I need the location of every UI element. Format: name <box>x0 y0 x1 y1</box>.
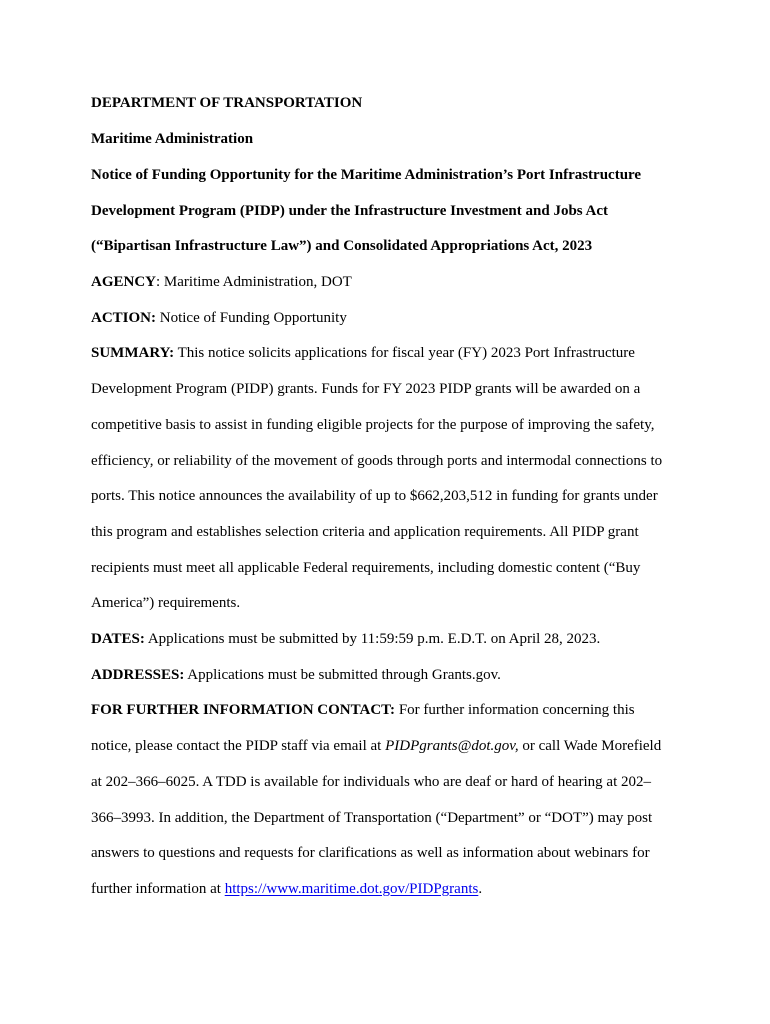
contact-line: answers to questions and requests for clarifications as well as information about webinars for <box>91 845 650 861</box>
addresses-label: ADDRESSES: <box>91 667 185 683</box>
summary-line: ports. This notice announces the availability of up to $662,203,512 in funding for grants under <box>91 488 658 504</box>
contact-text: or call Wade Morefield <box>518 738 662 754</box>
addresses-text: Applications must be submitted through Grants.gov. <box>184 667 501 683</box>
contact-line: 366–3993. In addition, the Department of Transportation (“Department” or “DOT”) may post <box>91 810 653 826</box>
action-label: ACTION: <box>91 310 157 326</box>
pidp-grants-link[interactable]: https://www.maritime.dot.gov/PIDPgrants <box>224 881 479 897</box>
dates-text: Applications must be submitted by 11:59:59 p.m. E.D.T. on April 28, 2023. <box>144 631 601 647</box>
contact-text: . <box>478 881 483 897</box>
summary-section <box>91 344 635 362</box>
notice-title-line: (“Bipartisan Infrastructure Law”) and Consolidated Appropriations Act, 2023 <box>91 238 593 254</box>
contact-label: FOR FURTHER INFORMATION CONTACT: <box>91 702 396 718</box>
summary-line: recipients must meet all applicable Federal requirements, including domestic content (“Buy <box>91 560 641 576</box>
action-section <box>91 309 347 327</box>
contact-email: PIDPgrants@dot.gov, <box>385 738 519 754</box>
summary-text: This notice solicits applications for fiscal year (FY) 2023 Port Infrastructure <box>174 345 635 361</box>
summary-label: SUMMARY: <box>91 345 175 361</box>
contact-line <box>91 737 661 755</box>
department-heading: DEPARTMENT OF TRANSPORTATION <box>91 95 363 111</box>
agency-section <box>91 273 352 291</box>
summary-line: competitive basis to assist in funding eligible projects for the purpose of improving the safety, <box>91 417 655 433</box>
dates-label: DATES: <box>91 631 145 647</box>
summary-line: America”) requirements. <box>91 595 241 611</box>
summary-line: Development Program (PIDP) grants. Funds for FY 2023 PIDP grants will be awarded on a <box>91 381 641 397</box>
agency-label: AGENCY <box>91 274 157 290</box>
agency-text: : Maritime Administration, DOT <box>156 274 352 290</box>
summary-line: this program and establishes selection criteria and application requirements. All PIDP grant <box>91 524 639 540</box>
agency-heading: Maritime Administration <box>91 131 254 147</box>
summary-line: efficiency, or reliability of the movement of goods through ports and intermodal connections to <box>91 453 663 469</box>
contact-line <box>91 880 482 898</box>
addresses-section <box>91 666 501 684</box>
contact-section <box>91 701 635 719</box>
notice-title-line: Development Program (PIDP) under the Infrastructure Investment and Jobs Act <box>91 203 609 219</box>
action-text: Notice of Funding Opportunity <box>156 310 347 326</box>
contact-text: For further information concerning this <box>395 702 635 718</box>
contact-line: at 202–366–6025. A TDD is available for individuals who are deaf or hard of hearing at 202– <box>91 774 652 790</box>
contact-text: notice, please contact the PIDP staff via email at <box>91 738 386 754</box>
dates-section <box>91 630 600 648</box>
contact-text: further information at <box>91 881 225 897</box>
notice-title-line: Notice of Funding Opportunity for the Maritime Administration’s Port Infrastructure <box>91 167 642 183</box>
